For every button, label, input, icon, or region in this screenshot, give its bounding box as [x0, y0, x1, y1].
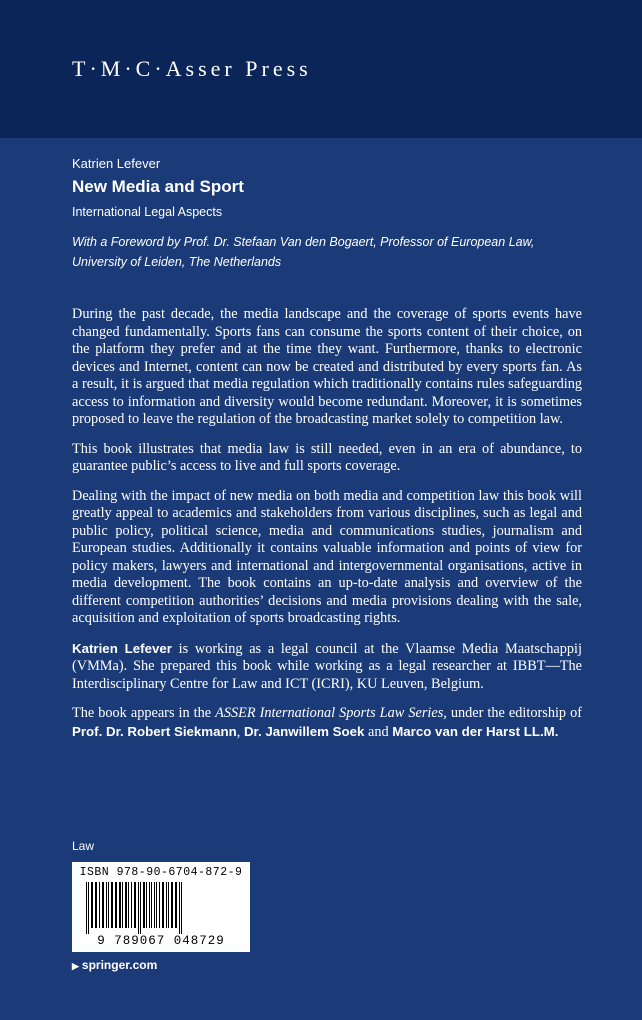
series-editor-1: Prof. Dr. Robert Siekmann: [72, 723, 237, 739]
book-title: New Media and Sport: [72, 177, 244, 196]
blurb-paragraph-2: This book illustrates that media law is still needed, even in an era of abundance, to guarantee public’s access to live and full sports coverage.: [72, 440, 582, 474]
barcode-bar: [151, 882, 152, 928]
barcode-bar: [131, 882, 132, 928]
barcode-bar: [91, 882, 93, 928]
barcode-bar: [119, 882, 121, 928]
barcode-bar: [138, 882, 139, 934]
springer-link[interactable]: [72, 958, 157, 972]
barcode-bar: [106, 882, 107, 928]
author-bio: [72, 640, 582, 694]
barcode-bar: [156, 882, 157, 928]
barcode-bar: [140, 882, 141, 934]
author-bio-text: is working as a legal council at the Vlaamse Media Maatschappij (VMMa). She prepared this book while working as a legal researcher at IBBT—The Interdisciplinary Centre for Law and ICT (ICRI), KU Leuven, Belgium.: [72, 640, 582, 692]
barcode-bar: [122, 882, 123, 928]
barcode-bar: [154, 882, 155, 928]
isbn-barcode: [72, 862, 250, 952]
barcode-bar: [146, 882, 147, 928]
barcode-bar: [168, 882, 169, 928]
barcode-bar: [99, 882, 100, 928]
blurb-paragraph-1: During the past decade, the media landscape and the coverage of sports events have changed fundamentally. Sports fans can consume the sports content of their choice, on the platform they prefer and at the time they want. Furthermore, thanks to electronic devices and Internet, content can now be created and distributed by every sports fan. As a result, it is argued that media regulation which traditionally contains rules safeguarding access to information and diversity would become redundant. Moreover, it is sometimes proposed to leave the regulation of the broadcasting market solely to competition law.: [72, 306, 582, 427]
book-subtitle: International Legal Aspects: [72, 205, 223, 219]
series-mid: under the editorship of: [446, 705, 583, 721]
subject-category: Law: [72, 839, 95, 853]
barcode-bars: [84, 882, 238, 934]
series-intro: The book appears in the: [72, 705, 216, 721]
barcode-bar: [162, 882, 164, 928]
barcode-bar: [175, 882, 177, 928]
foreword-line-1: With a Foreword by Prof. Dr. Stefaan Van den Bogaert, Professor of European Law,: [72, 235, 535, 249]
barcode-bar: [171, 882, 173, 928]
barcode-bar: [86, 882, 87, 934]
barcode-bar: [149, 882, 150, 928]
barcode-bar: [111, 882, 113, 928]
book-meta: [72, 156, 592, 272]
barcode-digits: 9 789067 048729: [97, 934, 225, 948]
barcode-bar: [115, 882, 117, 928]
author-bio-name: Katrien Lefever: [72, 640, 172, 656]
barcode-bar: [134, 882, 136, 928]
barcode-bar: [102, 882, 104, 928]
series-note: [72, 705, 582, 741]
barcode-bar: [143, 882, 145, 928]
barcode-bar: [95, 882, 97, 928]
barcode-bar: [128, 882, 129, 928]
isbn-label: ISBN 978-90-6704-872-9: [79, 866, 243, 879]
series-editor-2: Dr. Janwillem Soek: [243, 723, 365, 739]
arrow-right-icon: ▶: [72, 961, 79, 971]
blurb-paragraph-3: Dealing with the impact of new media on both media and competition law this book will greatly appeal to academics and stakeholders from various disciplines, such as legal and public policy, political science, media and communications studies, journalism and European studies. Additionally it contains valuable information and points of view for policy makers, lawyers and international and intergovernmental organisations, active in media development. The book contains an up-to-date analysis and overview of the different competition authorities’ decisions and media provisions dealing with the sale, acquisition and exploitation of sports broadcasting rights.: [72, 487, 582, 626]
series-editor-3: Marco van der Harst LL.M.: [392, 723, 559, 739]
foreword-line-2: University of Leiden, The Netherlands: [72, 255, 282, 269]
barcode-bar: [159, 882, 160, 928]
publisher-logo: T·M·C·Asser Press: [72, 56, 312, 81]
series-sep-2: and: [364, 723, 393, 740]
series-sep-1: ,: [236, 723, 244, 740]
author-name: Katrien Lefever: [72, 156, 161, 171]
publisher-band: [0, 0, 642, 138]
barcode-bar: [88, 882, 89, 934]
barcode-bar: [166, 882, 167, 928]
foreword-credit: [72, 232, 592, 272]
series-name: ASSER International Sports Law Series,: [215, 705, 447, 721]
barcode-bar: [108, 882, 109, 928]
barcode-bar: [125, 882, 127, 928]
springer-link-text: springer.com: [81, 958, 158, 972]
barcode-bar: [179, 882, 180, 934]
barcode-bar: [181, 882, 182, 934]
blurb: [72, 306, 582, 753]
